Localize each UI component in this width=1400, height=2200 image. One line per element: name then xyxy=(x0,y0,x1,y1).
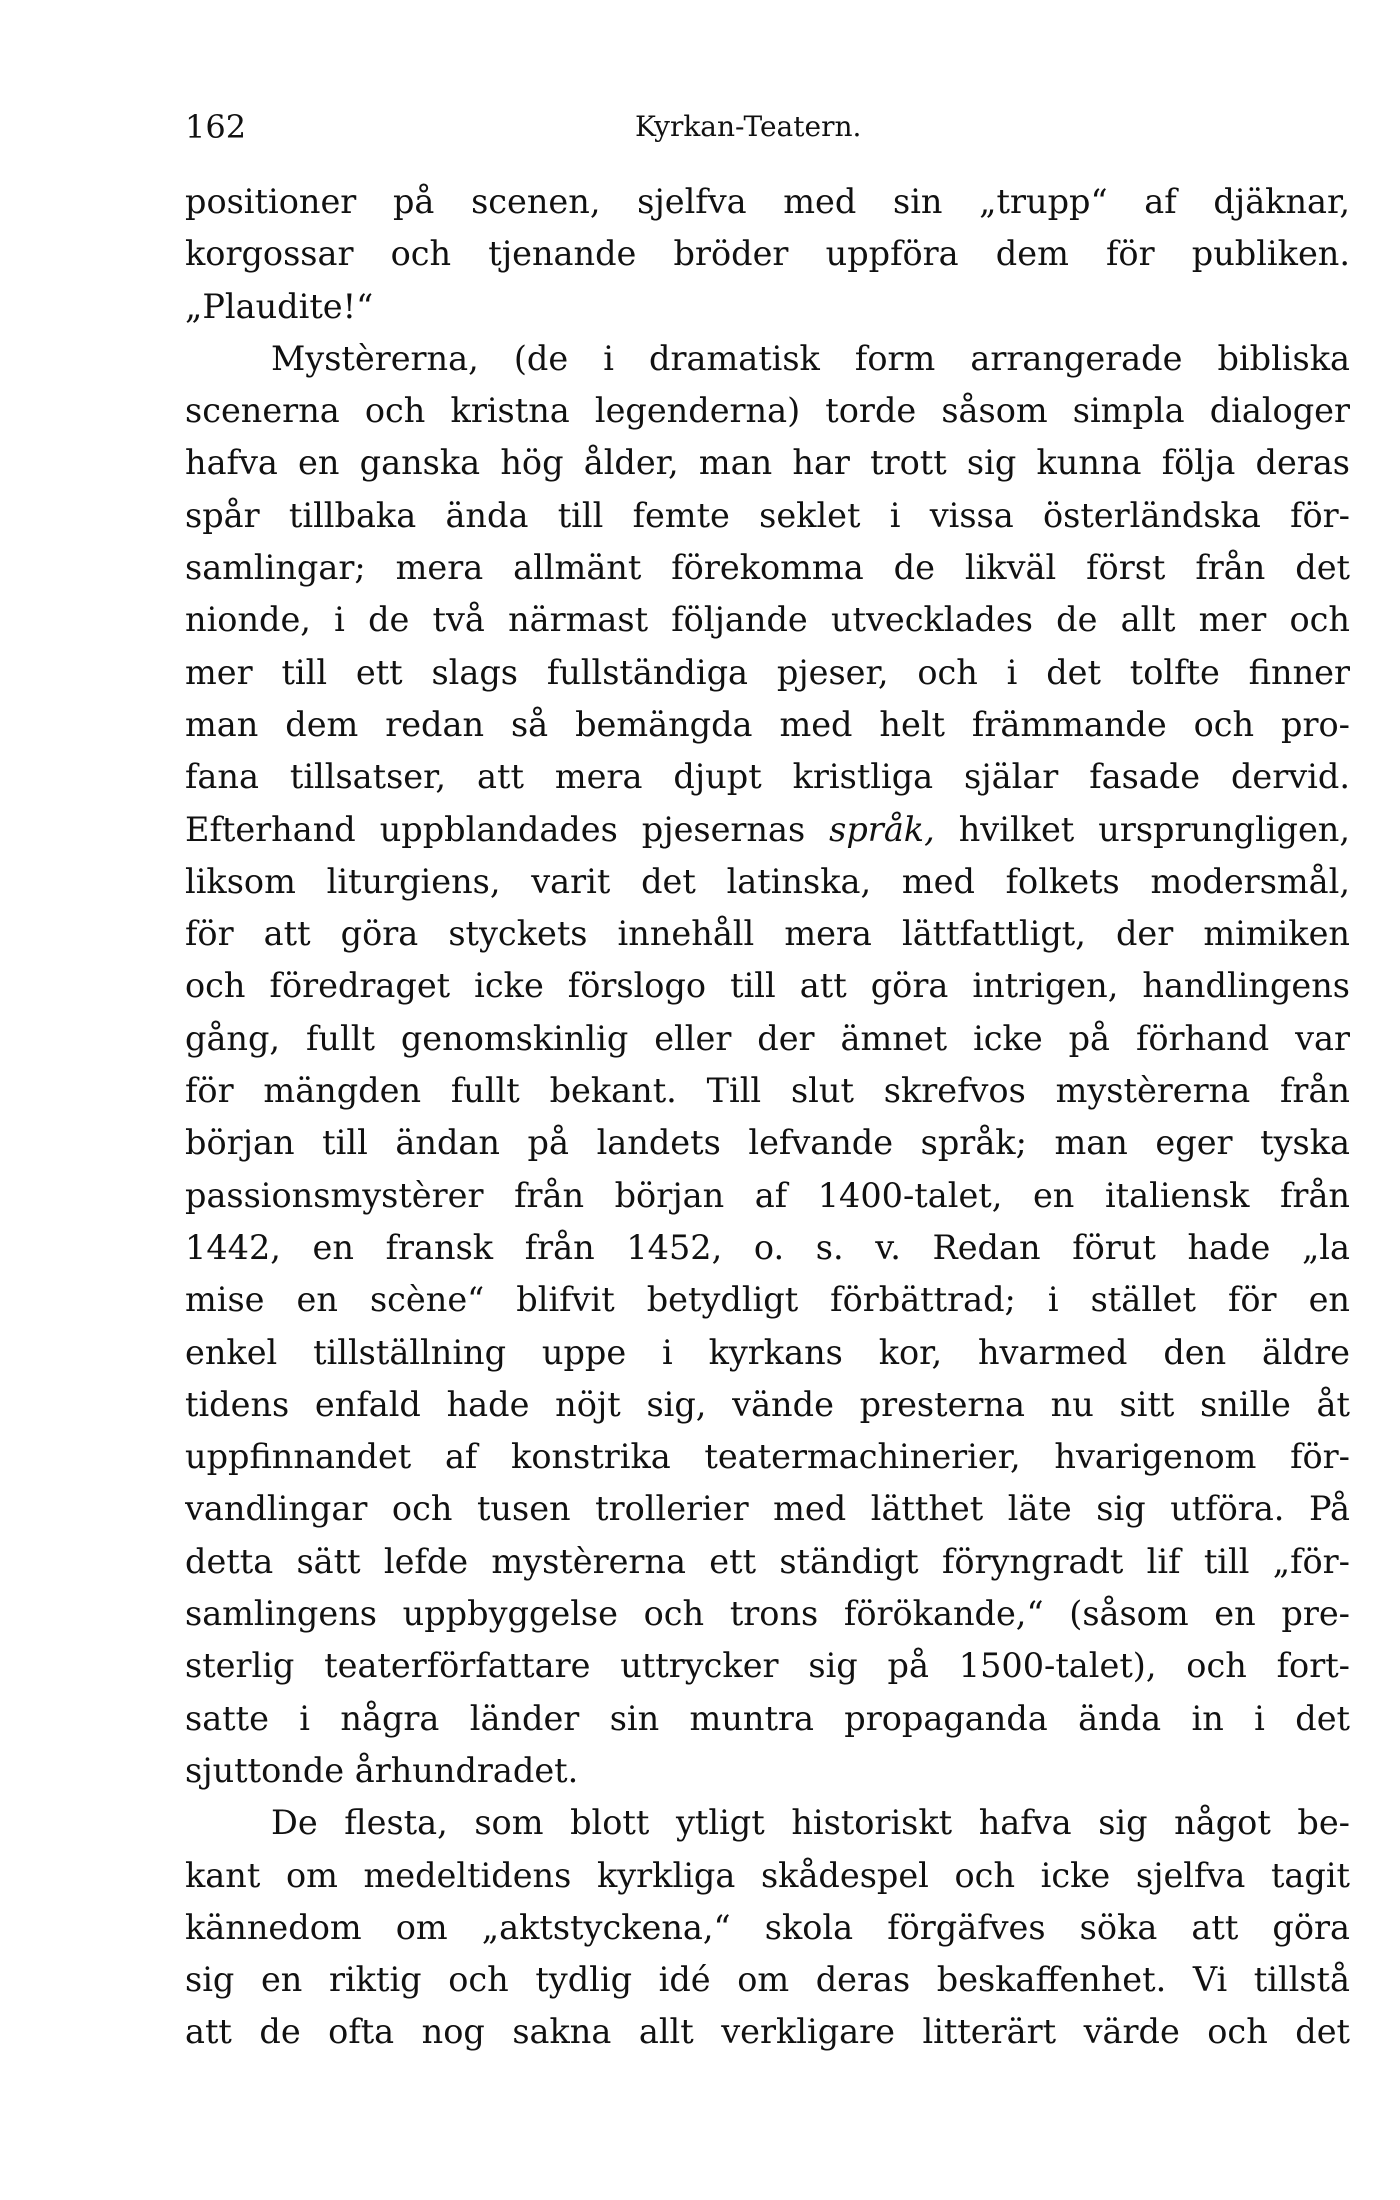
text-line: passionsmystèrer från början af 1400-talet, en italiensk från xyxy=(185,1175,1350,1215)
text-line: Mystèrerna, (de i dramatisk form arrangerade bibliska xyxy=(271,338,1350,378)
text-fragment: hvilket ursprungligen, xyxy=(934,809,1350,849)
text-line: nionde, i de två närmast följande utvecklades de allt mer och xyxy=(185,600,1350,640)
text-line: mise en scène“ blifvit betydligt förbättrad; i stället för en xyxy=(185,1280,1350,1320)
text-line: och föredraget icke förslogo till att göra intrigen, handlingens xyxy=(185,966,1350,1006)
running-title: Kyrkan-Teatern. xyxy=(635,110,862,143)
text-line: början till ändan på landets lefvande språk; man eger tyska xyxy=(185,1123,1350,1163)
text-line: sjuttonde århundradet. xyxy=(185,1750,579,1790)
text-line: enkel tillställning uppe i kyrkans kor, hvarmed den äldre xyxy=(185,1332,1350,1372)
text-line: scenerna och kristna legenderna) torde såsom simpla dialoger xyxy=(185,391,1350,431)
text-line: positioner på scenen, sjelfva med sin „trupp“ af djäknar, xyxy=(185,182,1350,221)
text-line: De flesta, som blott ytligt historiskt hafva sig något be- xyxy=(271,1803,1350,1843)
emphasized-word: språk, xyxy=(829,809,935,849)
text-line: kant om medeltidens kyrkliga skådespel och icke sjelfva tagit xyxy=(185,1855,1350,1895)
running-head xyxy=(185,108,1350,152)
text-line xyxy=(185,804,1350,856)
text-line: samlingar; mera allmänt förekomma de likväl först från det xyxy=(185,548,1350,588)
text-line: korgossar och tjenande bröder uppföra dem för publiken. xyxy=(185,234,1350,274)
text-line: att de ofta nog sakna allt verkligare litterärt värde och det xyxy=(185,2012,1350,2052)
text-line: spår tillbaka ända till femte seklet i vissa österländska för- xyxy=(185,495,1350,535)
body-text xyxy=(185,176,1350,2059)
text-line: liksom liturgiens, varit det latinska, med folkets modersmål, xyxy=(185,861,1350,901)
text-line: uppfinnandet af konstrika teatermachinerier, hvarigenom för- xyxy=(185,1437,1350,1477)
text-line: „Plaudite!“ xyxy=(185,286,374,326)
text-line: tidens enfald hade nöjt sig, vände presterna nu sitt snille åt xyxy=(185,1384,1350,1424)
text-line: hafva en ganska hög ålder, man har trott sig kunna följa deras xyxy=(185,443,1350,483)
text-line: detta sätt lefde mystèrerna ett ständigt föryngradt lif till „för- xyxy=(185,1541,1350,1581)
text-line: sig en riktig och tydlig idé om deras beskaffenhet. Vi tillstå xyxy=(185,1960,1350,2000)
page-number: 162 xyxy=(185,108,247,146)
text-line: för att göra styckets innehåll mera lättfattligt, der mimiken xyxy=(185,914,1350,954)
text-line: för mängden fullt bekant. Till slut skrefvos mystèrerna från xyxy=(185,1071,1350,1111)
text-line: fana tillsatser, att mera djupt kristliga själar fasade dervid. xyxy=(185,757,1350,797)
text-line: mer till ett slags fullständiga pjeser, och i det tolfte finner xyxy=(185,652,1350,692)
text-line: vandlingar och tusen trollerier med lätthet läte sig utföra. På xyxy=(185,1489,1350,1529)
text-line: man dem redan så bemängda med helt främmande och pro- xyxy=(185,704,1350,744)
text-fragment: Efterhand uppblandades pjesernas xyxy=(185,809,830,849)
text-line: 1442, en fransk från 1452, o. s. v. Redan förut hade „la xyxy=(185,1227,1350,1267)
text-line: kännedom om „aktstyckena,“ skola förgäfves söka att göra xyxy=(185,1907,1350,1947)
text-line: samlingens uppbyggelse och trons förökande,“ (såsom en pre- xyxy=(185,1594,1350,1634)
text-line: satte i några länder sin muntra propaganda ända in i det xyxy=(185,1698,1350,1738)
text-line: gång, fullt genomskinlig eller der ämnet icke på förhand var xyxy=(185,1018,1350,1058)
text-line: sterlig teaterförfattare uttrycker sig på 1500-talet), och fort- xyxy=(185,1646,1350,1686)
